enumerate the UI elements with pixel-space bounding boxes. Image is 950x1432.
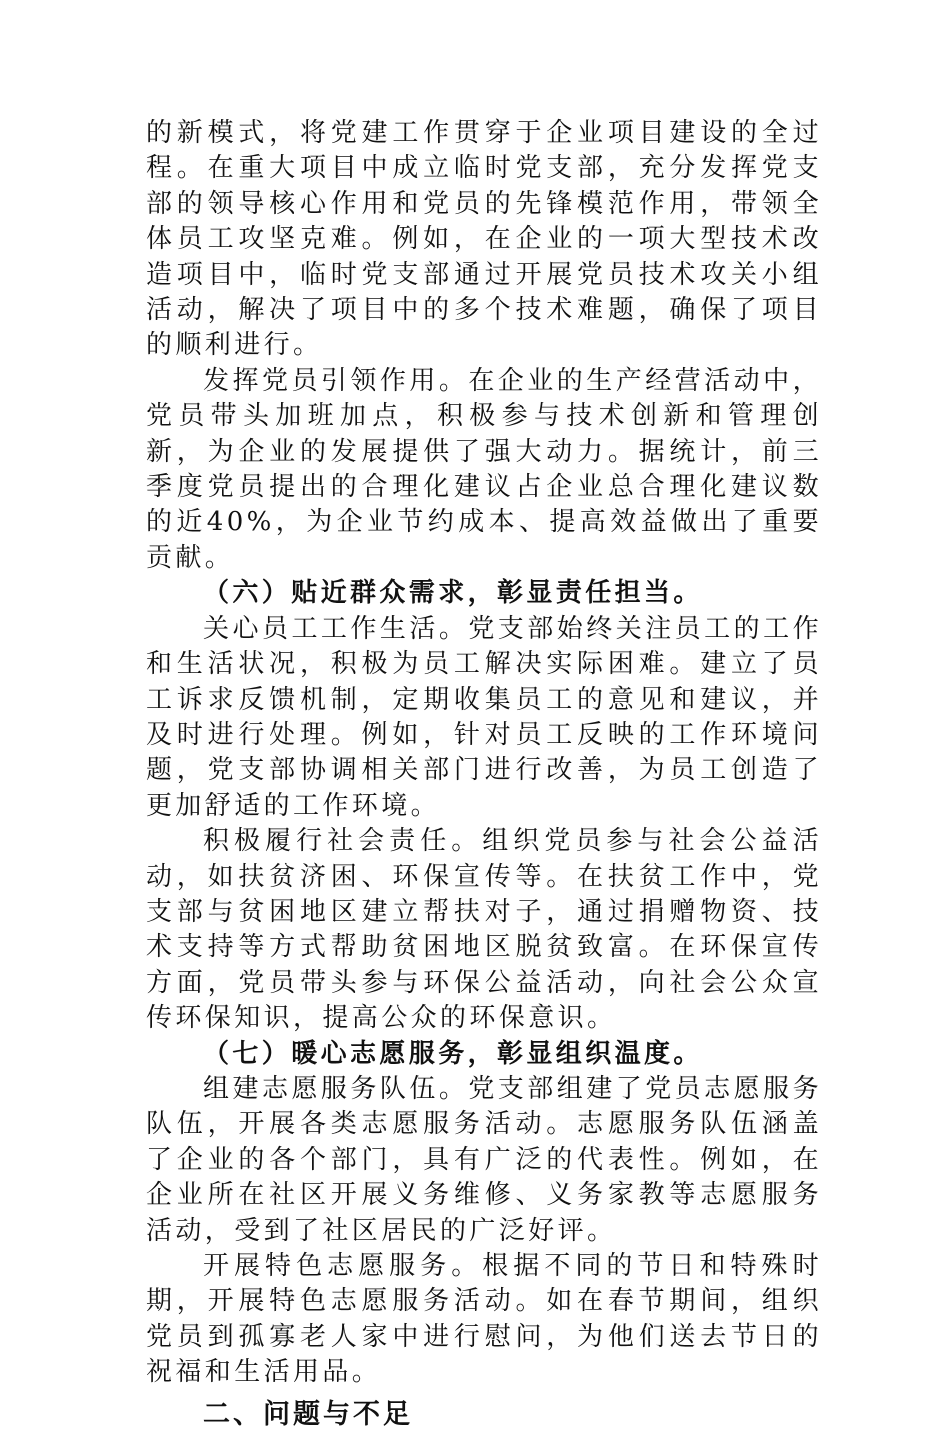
paragraph-employee-care: 关心员工工作生活。党支部始终关注员工的工作和生活状况，积极为员工解决实际困难。建立了员工诉求反馈机制，定期收集员工的意见和建议，并及时进行处理。例如，针对员工反映的工作环境问题，党支部协调相关部门进行改善，为员工创造了更加舒适的工作环境。 (146, 613, 822, 821)
document-body (146, 116, 822, 1432)
paragraph-special-volunteer: 开展特色志愿服务。根据不同的节日和特殊时期，开展特色志愿服务活动。如在春节期间，组织党员到孤寡老人家中进行慰问，为他们送去节日的祝福和生活用品。 (146, 1251, 822, 1388)
subheading-seven: （七）暖心志愿服务，彰显组织温度。 (203, 1038, 703, 1069)
section-heading-problems: 二、问题与不足 (203, 1398, 413, 1430)
paragraph-volunteer-team: 组建志愿服务队伍。党支部组建了党员志愿服务队伍，开展各类志愿服务活动。志愿服务队伍涵盖了企业的各个部门，具有广泛的代表性。例如，在企业所在社区开展义务维修、义务家教等志愿服务活动，受到了社区居民的广泛好评。 (146, 1073, 822, 1246)
paragraph-party-member-leadership: 发挥党员引领作用。在企业的生产经营活动中，党员带头加班加点，积极参与技术创新和管理创新，为企业的发展提供了强大动力。据统计，前三季度党员提出的合理化建议占企业总合理化建议数的近40%，为企业节约成本、提高效益做出了重要贡献。 (146, 365, 822, 573)
paragraph-social-responsibility: 积极履行社会责任。组织党员参与社会公益活动，如扶贫济困、环保宣传等。在扶贫工作中，党支部与贫困地区建立帮扶对子，通过捐赠物资、技术支持等方式帮助贫困地区脱贫致富。在环保宣传方面，党员带头参与环保公益活动，向社会公众宣传环保知识，提高公众的环保意识。 (146, 826, 822, 1034)
paragraph-party-building-projects: 的新模式，将党建工作贯穿于企业项目建设的全过程。在重大项目中成立临时党支部，充分发挥党支部的领导核心作用和党员的先锋模范作用，带领全体员工攻坚克难。例如，在企业的一项大型技术改造项目中，临时党支部通过开展党员技术攻关小组活动，解决了项目中的多个技术难题，确保了项目的顺利进行。 (146, 118, 822, 361)
subheading-six: （六）贴近群众需求，彰显责任担当。 (203, 578, 703, 609)
